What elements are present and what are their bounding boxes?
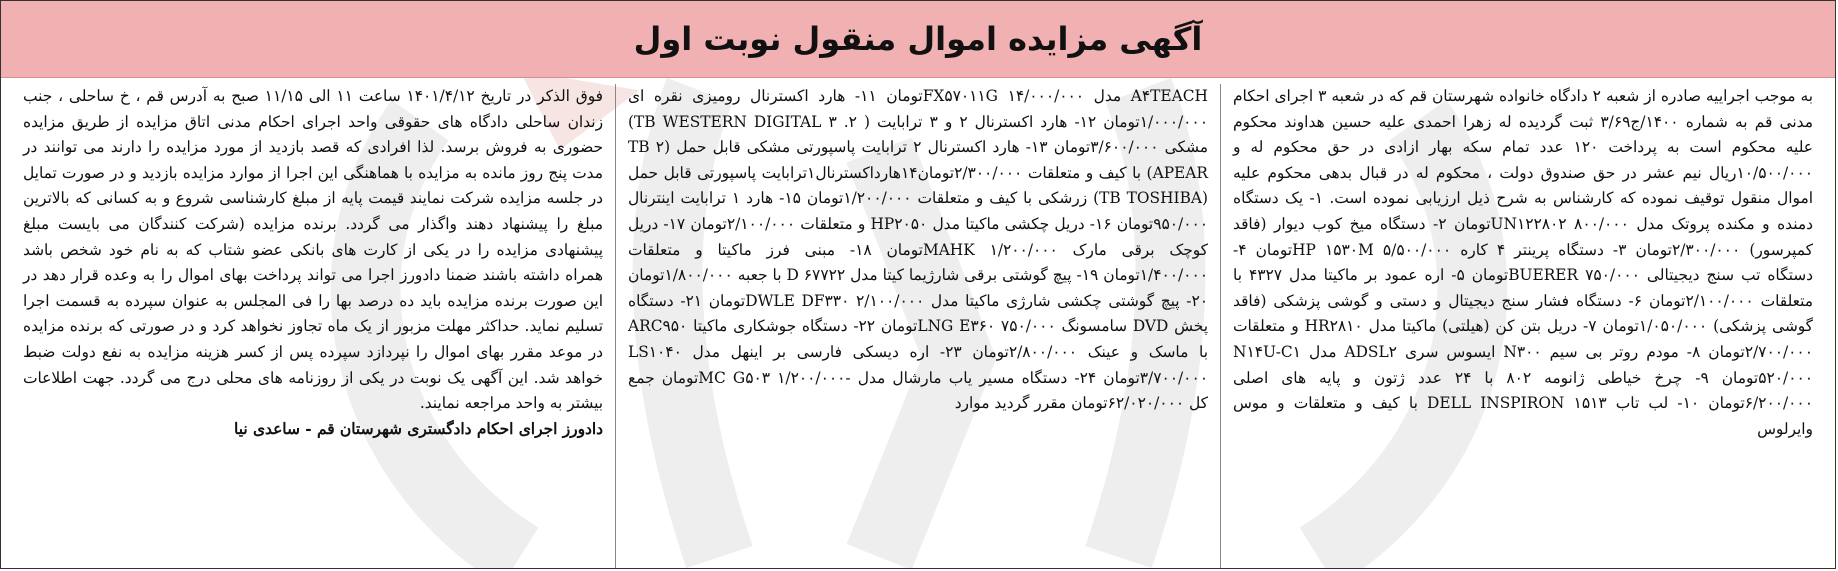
text-column-1 (1221, 84, 1825, 568)
column-2-text: A۴TEACH مدل FX۵۷۰۱۱G ۱۴/۰۰۰/۰۰۰تومان ۱۱- هارد اکسترنال رومیزی نقره ای ۱/۰۰۰/۰۰۰تومان ۱۲- هارد اکسترنال ۲ و ۳ ترابایت ( ۲. ۳ TB WESTERN DIGITAL) مشکی ۳/۶۰۰/۰۰۰تومان ۱۳- هارد اکسترنال ۲ ترابایت پاسپورتی مشکی قابل حمل (۲ TB APEAR) با کیف و متعلقات ۲/۳۰۰/۰۰۰تومان۱۴هارداکسترنال۱ترابایت پاسپورتی قابل حمل (TB TOSHIBA) زرشکی با کیف و متعلقات ۱/۲۰۰/۰۰۰تومان ۱۵- هارد ۱ ترابایت اینترنال ۹۵۰/۰۰۰تومان ۱۶- دریل چکشی ماکیتا مدل HP۲۰۵۰ و متعلقات ۲/۱۰۰/۰۰۰تومان ۱۷- دریل کوچک برقی مارک MAHK ۱/۲۰۰/۰۰۰تومان ۱۸- مبنی فرز ماکیتا و متعلقات ۱/۴۰۰/۰۰۰تومان ۱۹- پیچ گوشتی برقی شارژیما کیتا مدل D ۶۷۷۲۲ با جعبه ۱/۸۰۰/۰۰۰تومان ۲۰- پیچ گوشتی چکشی شارژی ماکیتا مدل DWLE DF۳۳۰ ۲/۱۰۰/۰۰۰تومان ۲۱- دستگاه پخش DVD سامسونگ LNG E۳۶۰ ۷۵۰/۰۰۰تومان ۲۲- دستگاه جوشکاری ماکیتا ARC۹۵۰ با ماسک و عینک ۲/۸۰۰/۰۰۰تومان ۲۳- اره دیسکی فارسی بر اینهل مدل LS۱۰۴۰ ۳/۷۰۰/۰۰۰تومان ۲۴- دستگاه مسیر یاب مارشال مدل -MC G۵۰۳ ۱/۲۰۰/۰۰۰تومان جمع کل ۶۲/۰۲۰/۰۰۰تومان مقرر گردید موارد (628, 87, 1209, 413)
signature: دادورز اجرای احکام دادگستری شهرستان قم - ساعدی نیا (234, 419, 603, 438)
column-1-text: به موجب اجراییه صادره از شعبه ۲ دادگاه خانواده شهرستان قم که در شعبه ۳ اجرای احکام مدنی قم به شماره ۱۴۰۰/ج۳/۶۹ ثبت گردیده له زهرا احمدی علیه حسین هداوند محکوم علیه محکوم است به پرداخت ۱۲۰ عدد تمام سکه بهار ازادی در حق محکوم له و ۱۰/۵۰۰/۰۰۰ریال نیم عشر در حق صندوق دولت ، محکوم له در قبال بدهی محکوم علیه اموال منقول توقیف نموده که کارشناس به شرح ذیل ارزیابی نموده است. ۱- یک دستگاه دمنده و مکنده پروتک مدل UN۱۲۲۸۰۲ ۸۰۰/۰۰۰تومان ۲- دستگاه میخ کوب دیوار (فاقد کمپرسور) ۲/۳۰۰/۰۰۰تومان ۳- دستگاه پرینتر ۴ کاره HP ۱۵۳۰M ۵/۵۰۰/۰۰۰تومان ۴- دستگاه تب سنج دیجیتالی BUERER ۷۵۰/۰۰۰تومان ۵- اره عمود بر ماکیتا مدل ۴۳۲۷ با متعلقات ۲/۱۰۰/۰۰۰تومان ۶- دستگاه فشار سنج دیجیتال و دستی و گوشی پزشکی (فاقد گوشی پزشکی) ۱/۰۵۰/۰۰۰تومان ۷- دریل بتن کن (هیلتی) ماکیتا مدل HR۲۸۱۰ و متعلقات ۲/۷۰۰/۰۰۰تومان ۸- مودم روتر بی سیم N۳۰۰ ایسوس سری ADSL۲ مدل N۱۴U-C۱ ۵۲۰/۰۰۰تومان ۹- چرخ خیاطی ژانومه ۸۰۲ با ۲۴ عدد ژتون و پایه های اصلی ۶/۲۰۰/۰۰۰تومان ۱۰- لب تاب DELL INSPIRON ۱۵۱۳ با کیف و متعلقات و موس وایرلوس (1233, 87, 1814, 438)
page-title: آگهی مزایده اموال منقول نوبت اول (633, 20, 1203, 58)
text-column-3 (11, 84, 616, 568)
title-banner (1, 1, 1835, 78)
notice-body (1, 78, 1835, 568)
column-3-text: فوق الذکر در تاریخ ۱۴۰۱/۴/۱۲ ساعت ۱۱ الی ۱۱/۱۵ صبح به آدرس قم ، خ ساحلی ، جنب زندان ساحلی دادگاه های حقوقی واحد اجرای احکام مدنی اتاق مزایده از طریق مزایده حضوری به فروش برسد. لذا افرادی که قصد بازدید از مورد مزایده را دارند می توانند در مدت پنج روز مانده به مزایده با هماهنگی این اجرا از موارد مزایده بازدید و در صورت تمایل در جلسه مزایده شرکت نمایند قیمت پایه از مبلغ کارشناسی شروع و به کسانی که بالاترین مبلغ را پیشنهاد دهند واگذار می گردد. برنده مزایده (شرکت کنندگان می بایست مبلغ پیشنهادی مزایده را در یکی از کارت های بانکی عضو شتاب که به نام خود شخص باشد همراه داشته باشند ضمنا دادورز اجرا می تواند پرداخت بهای اموال را به وعده قرار دهد در این صورت برنده مزایده باید ده درصد بها را فی المجلس به عنوان سپرده به قسمت اجرا تسلیم نماید. حداکثر مهلت مزبور از یک ماه تجاوز نخواهد کرد و در صورتی که برنده مزایده در موعد مقرر بهای اموال را نپردازد سپرده پس از کسر هزینه مزایده به نفع دولت ضبط خواهد شد. این آگهی یک نوبت در یکی از روزنامه های محلی درج می گردد. جهت اطلاعات بیشتر به واحد مراجعه نمایند. (23, 87, 604, 413)
text-column-2 (616, 84, 1221, 568)
